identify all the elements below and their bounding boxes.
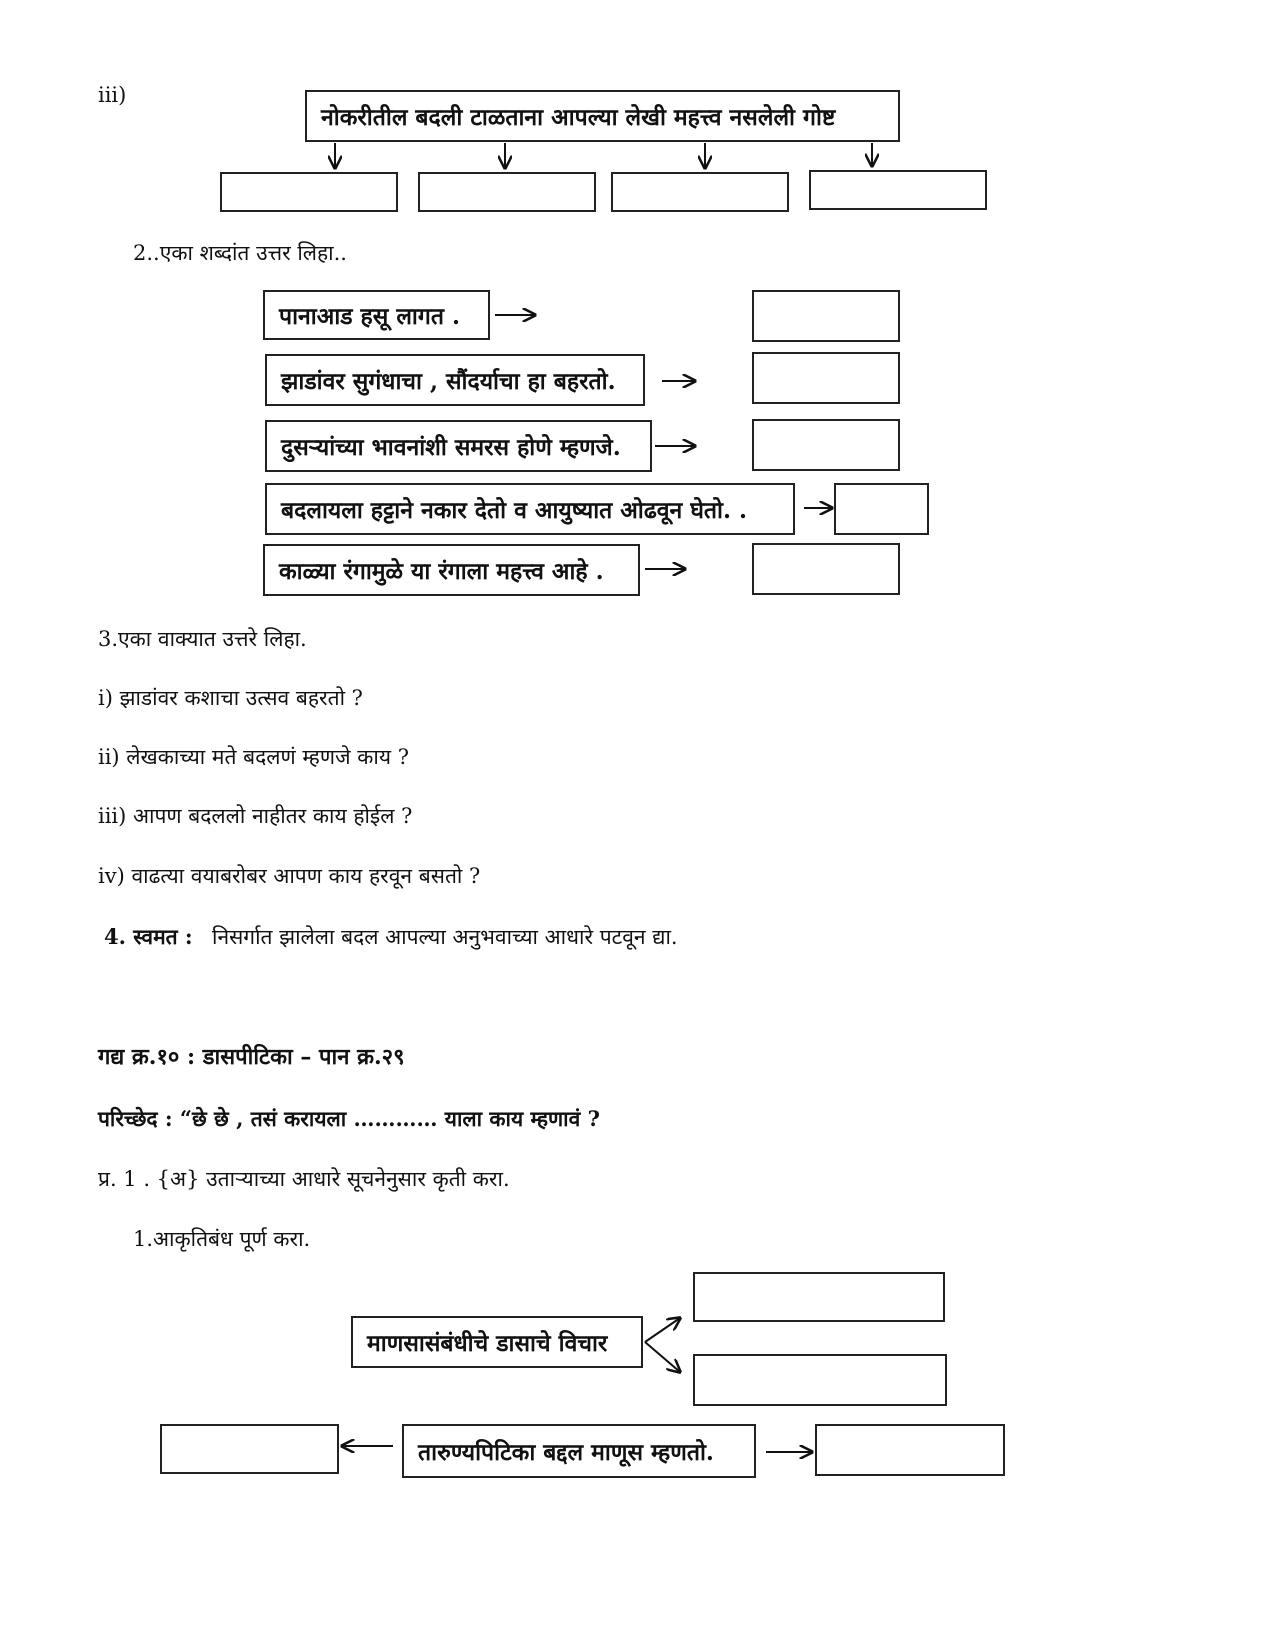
- q2-row-5-answer[interactable]: [752, 543, 900, 595]
- branch-arrow-up: [645, 1318, 680, 1342]
- q2-row-5-label: काळ्या रंगामुळे या रंगाला महत्त्व आहे .: [263, 544, 640, 596]
- lesson-heading: गद्य क्र.१० : डासपीटिका – पान क्र.२९: [98, 1044, 405, 1070]
- q3-title: 3.एका वाक्यात उत्तरे लिहा.: [98, 627, 307, 651]
- answer-box-3[interactable]: [611, 172, 789, 212]
- answer-box-4[interactable]: [809, 170, 987, 210]
- q2-row-1-label: पानाआड हसू लागत .: [263, 290, 490, 340]
- q2-row-2-label: झाडांवर सुगंधाचा , सौंदर्याचा हा बहरतो.: [265, 354, 645, 406]
- answer-box-2[interactable]: [418, 172, 596, 212]
- diagram-bottom-label: तारुण्यपिटिका बद्दल माणूस म्हणतो.: [402, 1424, 756, 1478]
- lesson-passage: परिच्छेद : “छे छे , तसं करायला ………… याला काय म्हणावं ?: [98, 1106, 600, 1131]
- q2-row-4-answer[interactable]: [834, 483, 929, 535]
- diagram-answer-top-right[interactable]: [693, 1272, 945, 1322]
- diagram-answer-bottom-right[interactable]: [693, 1354, 947, 1406]
- answer-box-1[interactable]: [220, 172, 398, 212]
- q2-row-1-answer[interactable]: [752, 290, 900, 342]
- q4-label: 4. स्वमत :: [104, 924, 193, 949]
- diagram-answer-left[interactable]: [160, 1424, 339, 1474]
- q2-row-4-label: बदलायला हट्टाने नकार देतो व आयुष्यात ओढवून घेतो. .: [265, 483, 795, 535]
- q4-text: निसर्गात झालेला बदल आपल्या अनुभवाच्या आधारे पटवून द्या.: [212, 925, 678, 949]
- item-iii-label: iii): [98, 83, 127, 107]
- q2-title: 2..एका शब्दांत उत्तर लिहा..: [133, 241, 347, 265]
- q2-row-3-label: दुसऱ्यांच्या भावनांशी समरस होणे म्हणजे.: [265, 420, 652, 472]
- q3-question-4: iv) वाढत्या वयाबरोबर आपण काय हरवून बसतो ?: [98, 864, 481, 888]
- q3-question-2: ii) लेखकाच्या मते बदलणं म्हणजे काय ?: [98, 745, 409, 769]
- q2-row-3-answer[interactable]: [752, 419, 900, 471]
- heading-box-transfer: नोकरीतील बदली टाळताना आपल्या लेखी महत्त्व नसलेली गोष्ट: [305, 90, 900, 142]
- q3-question-1: i) झाडांवर कशाचा उत्सव बहरतो ?: [98, 686, 363, 710]
- q2-row-2-answer[interactable]: [752, 352, 900, 404]
- diagram-center-label: माणसासंबंधीचे डासाचे विचार: [351, 1316, 643, 1368]
- q3-question-3: iii) आपण बदललो नाहीतर काय होईल ?: [98, 804, 413, 828]
- diagram-answer-right[interactable]: [815, 1424, 1005, 1476]
- lesson-instruction: प्र. 1 . {अ} उताऱ्याच्या आधारे सूचनेनुसार कृती करा.: [98, 1167, 510, 1191]
- lesson-task-1: 1.आकृतिबंध पूर्ण करा.: [133, 1227, 311, 1251]
- branch-arrow-down: [645, 1342, 680, 1372]
